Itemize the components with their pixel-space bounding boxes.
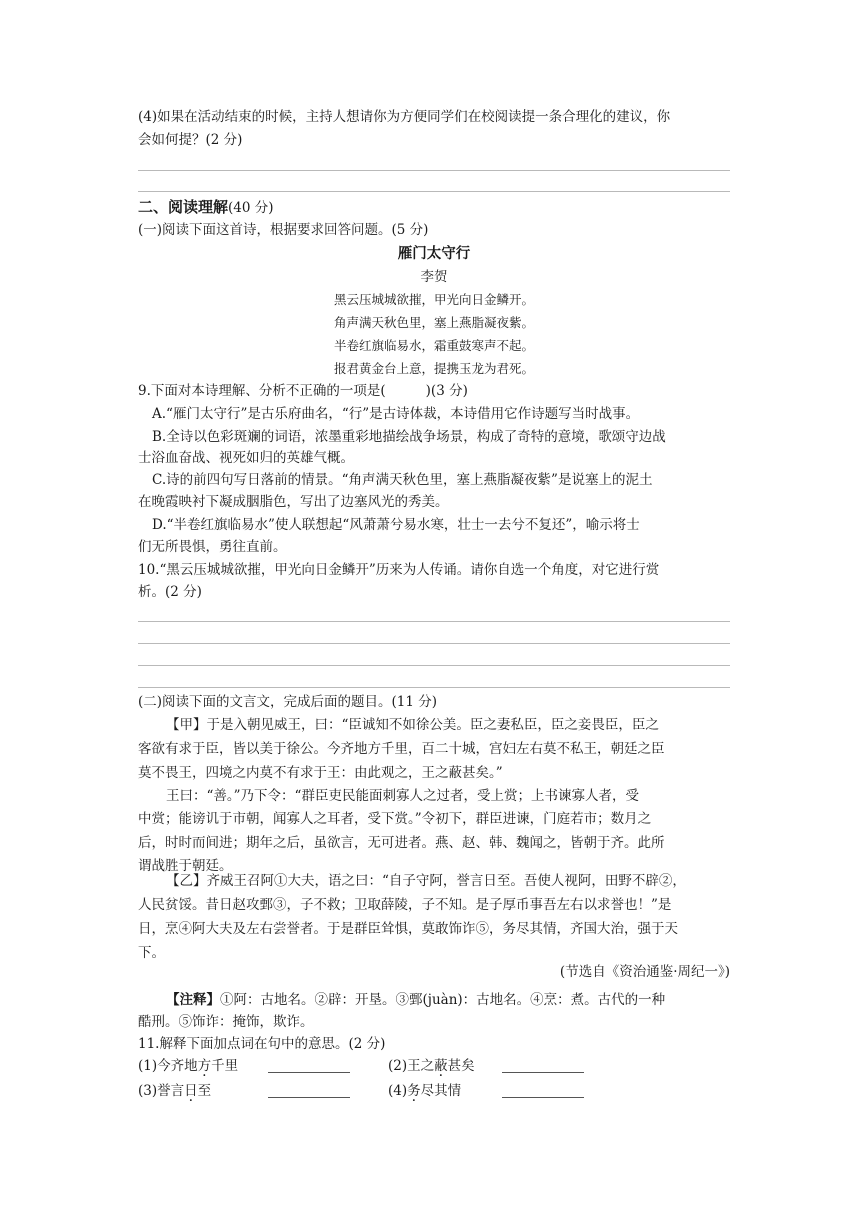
q11-item xyxy=(388,1080,508,1102)
q11-item-text: (1)今齐地 xyxy=(138,1058,198,1074)
dotted-word: 蔽 xyxy=(434,1058,448,1074)
answer-blank[interactable] xyxy=(502,1083,584,1102)
passage-jia-line: 中赏；能谤讥于市朝，闻寡人之耳者，受下赏。”令初下，群臣进谏，门庭若市；数月之 xyxy=(138,811,652,827)
dotted-word: 方 xyxy=(197,1058,212,1074)
part1-intro: (一)阅读下面这首诗，根据要求回答问题。(5 分) xyxy=(138,222,429,238)
q4-line-2: 会如何提？(2 分) xyxy=(138,132,243,148)
q11-item-text: (4) xyxy=(388,1083,408,1099)
passage-source: (节选自《资治通鉴·周纪一》) xyxy=(559,964,730,980)
q4-line-1: (4)如果在活动结束的时候，主持人想请你为方便同学们在校阅读提一条合理化的建议，你 xyxy=(138,109,671,125)
answer-blank[interactable] xyxy=(502,1058,584,1077)
notes-line-2: 酷刑。⑤饰诈：掩饰，欺诈。 xyxy=(138,1014,314,1030)
section-score: (40 分) xyxy=(228,200,274,216)
passage-yi-line: 【乙】齐威王召阿①大夫，语之曰：“自子守阿，誉言日至。吾使人视阿，田野不辟②， xyxy=(166,873,686,889)
q9-stem-text: 9.下面对本诗理解、分析不正确的一项是( xyxy=(138,383,386,399)
notes-text: ①阿：古地名。②辟：开垦。③鄄(juàn)：古地名。④烹：煮。古代的一种 xyxy=(220,992,666,1008)
dotted-word: 务 xyxy=(407,1083,421,1099)
passage-jia-line: 莫不畏王，四境之内莫不有求于王：由此观之，王之蔽甚矣。” xyxy=(138,765,503,781)
q11-item-text: 至 xyxy=(197,1083,212,1099)
passage-yi-line: 日，烹④阿大夫及左右尝誉者。于是群臣耸惧，莫敢饰诈⑤，务尽其情，齐国大治，强于天 xyxy=(138,921,678,937)
q9-option-d-cont: 们无所畏惧，勇往直前。 xyxy=(138,539,287,555)
answer-line[interactable] xyxy=(138,687,730,688)
q10-line-2: 析。(2 分) xyxy=(138,584,202,600)
answer-line[interactable] xyxy=(138,191,730,192)
q9-option-c: C.诗的前四句写日落前的情景。“角声满天秋色里，塞上燕脂凝夜紫”是说塞上的泥土 xyxy=(152,472,653,488)
answer-blank[interactable] xyxy=(268,1058,350,1077)
passage-yi-line: 下。 xyxy=(138,945,165,961)
poem-line: 黑云压城城欲摧，甲光向日金鳞开。 xyxy=(333,292,534,307)
poem-line: 报君黄金台上意，提携玉龙为君死。 xyxy=(333,361,534,376)
q9-score: )(3 分) xyxy=(425,383,468,399)
q11-item-text: (3)誉言 xyxy=(138,1083,185,1099)
q9-option-a: A.“雁门太守行”是古乐府曲名，“行”是古诗体裁，本诗借用它作诗题写当时战事。 xyxy=(152,406,640,422)
passage-jia-line: 谓战胜于朝廷。 xyxy=(138,858,233,874)
answer-line[interactable] xyxy=(138,665,730,666)
q9-option-c-cont: 在晚霞映衬下凝成胭脂色，写出了边塞风光的秀美。 xyxy=(138,494,449,510)
q11-item-text: 尽其情 xyxy=(420,1083,462,1099)
answer-line[interactable] xyxy=(138,643,730,644)
poem-line: 半卷红旗临易水，霜重鼓寒声不起。 xyxy=(333,338,534,353)
passage-jia-line: 【甲】于是入朝见威王，曰：“臣诚知不如徐公美。臣之妻私臣，臣之妾畏臣，臣之 xyxy=(166,717,659,733)
answer-line[interactable] xyxy=(138,621,730,622)
poem-title: 雁门太守行 xyxy=(397,245,471,262)
part2-intro: (二)阅读下面的文言文，完成后面的题目。(11 分) xyxy=(138,694,438,710)
q11-item-text: (2)王之 xyxy=(388,1058,435,1074)
q9-stem xyxy=(138,380,730,402)
q9-option-b-cont: 士浴血奋战、视死如归的英雄气概。 xyxy=(138,450,354,466)
passage-jia-line: 后，时时而间进；期年之后，虽欲言，无可进者。燕、赵、韩、魏闻之，皆朝于齐。此所 xyxy=(138,835,665,851)
q11-stem: 11.解释下面加点词在句中的意思。(2 分) xyxy=(138,1036,386,1052)
notes-label: 【注释】 xyxy=(166,992,220,1008)
notes-line-1 xyxy=(166,989,758,1011)
answer-blank[interactable] xyxy=(268,1083,350,1102)
passage-jia-line: 客欲有求于臣，皆以美于徐公。今齐地方千里，百二十城，宫妇左右莫不私王，朝廷之臣 xyxy=(138,741,665,757)
dotted-word: 日 xyxy=(184,1083,198,1099)
poem-author: 李贺 xyxy=(420,269,448,285)
passage-yi-line: 人民贫馁。昔日赵攻鄄③，子不救；卫取薛陵，子不知。是子厚币事吾左右以求誉也！”是 xyxy=(138,897,672,913)
q9-option-d: D.“半卷红旗临易水”使人联想起“风萧萧兮易水寒，壮士一去兮不复还”，喻示将士 xyxy=(152,517,640,533)
answer-line[interactable] xyxy=(138,170,730,171)
q11-item-text: 甚矣 xyxy=(447,1058,475,1074)
q11-item-text: 千里 xyxy=(211,1058,239,1074)
section-heading xyxy=(138,196,730,219)
q11-item xyxy=(388,1055,508,1077)
passage-jia-line: 王曰：“善。”乃下令：“群臣吏民能面刺寡人之过者，受上赏；上书谏寡人者，受 xyxy=(166,788,639,804)
q9-option-b: B.全诗以色彩斑斓的词语，浓墨重彩地描绘战争场景，构成了奇特的意境，歌颂守边战 xyxy=(152,429,666,445)
section-title: 二、阅读理解 xyxy=(138,198,229,216)
poem-line: 角声满天秋色里，塞上燕脂凝夜紫。 xyxy=(333,315,534,330)
q10-line-1: 10.“黑云压城城欲摧，甲光向日金鳞开”历来为人传诵。请你自选一个角度，对它进行赏 xyxy=(138,562,660,578)
